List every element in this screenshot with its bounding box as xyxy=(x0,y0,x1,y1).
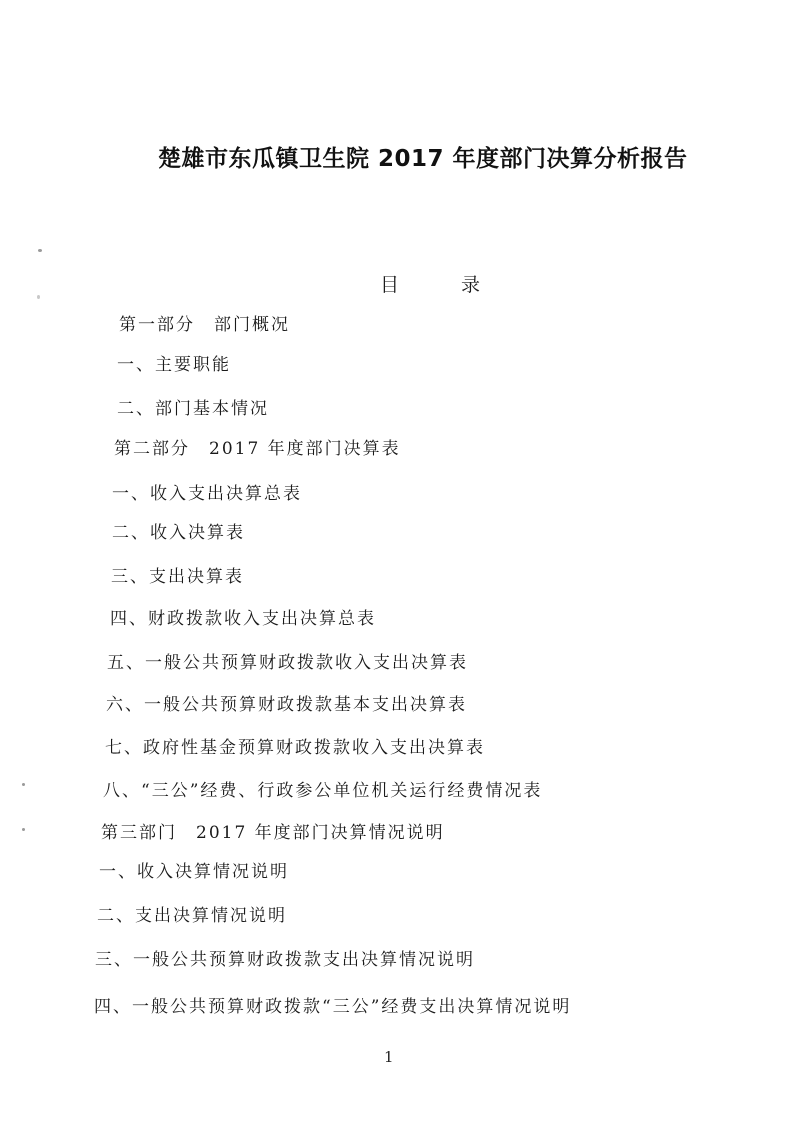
scan-speck xyxy=(37,295,40,299)
page-number: 1 xyxy=(384,1048,394,1066)
toc-item: 二、收入决算表 xyxy=(112,523,245,543)
toc-item: 二、部门基本情况 xyxy=(117,399,269,419)
toc-item: 八、“三公”经费、行政参公单位机关运行经费情况表 xyxy=(103,781,543,801)
toc-section-1: 第一部分 部门概况 xyxy=(119,315,290,335)
document-title: 楚雄市东瓜镇卫生院 2017 年度部门决算分析报告 xyxy=(158,146,688,172)
toc-item: 五、一般公共预算财政拨款收入支出决算表 xyxy=(107,653,468,673)
toc-item: 四、一般公共预算财政拨款“三公”经费支出决算情况说明 xyxy=(94,997,572,1017)
scan-speck xyxy=(22,783,25,786)
toc-item: 三、支出决算表 xyxy=(111,567,244,587)
toc-heading: 目 录 xyxy=(380,274,509,296)
toc-item: 六、一般公共预算财政拨款基本支出决算表 xyxy=(106,695,467,715)
toc-item: 一、收入支出决算总表 xyxy=(112,484,302,504)
scan-speck xyxy=(38,249,42,252)
toc-item: 一、主要职能 xyxy=(117,355,231,375)
toc-item: 二、支出决算情况说明 xyxy=(97,906,287,926)
toc-item: 四、财政拨款收入支出决算总表 xyxy=(110,609,376,629)
scan-speck xyxy=(22,828,25,831)
toc-item: 一、收入决算情况说明 xyxy=(99,862,289,882)
toc-item: 三、一般公共预算财政拨款支出决算情况说明 xyxy=(95,950,475,970)
toc-section-2: 第二部分 2017 年度部门决算表 xyxy=(114,439,401,459)
toc-section-3: 第三部门 2017 年度部门决算情况说明 xyxy=(101,823,445,843)
toc-item: 七、政府性基金预算财政拨款收入支出决算表 xyxy=(105,738,485,758)
